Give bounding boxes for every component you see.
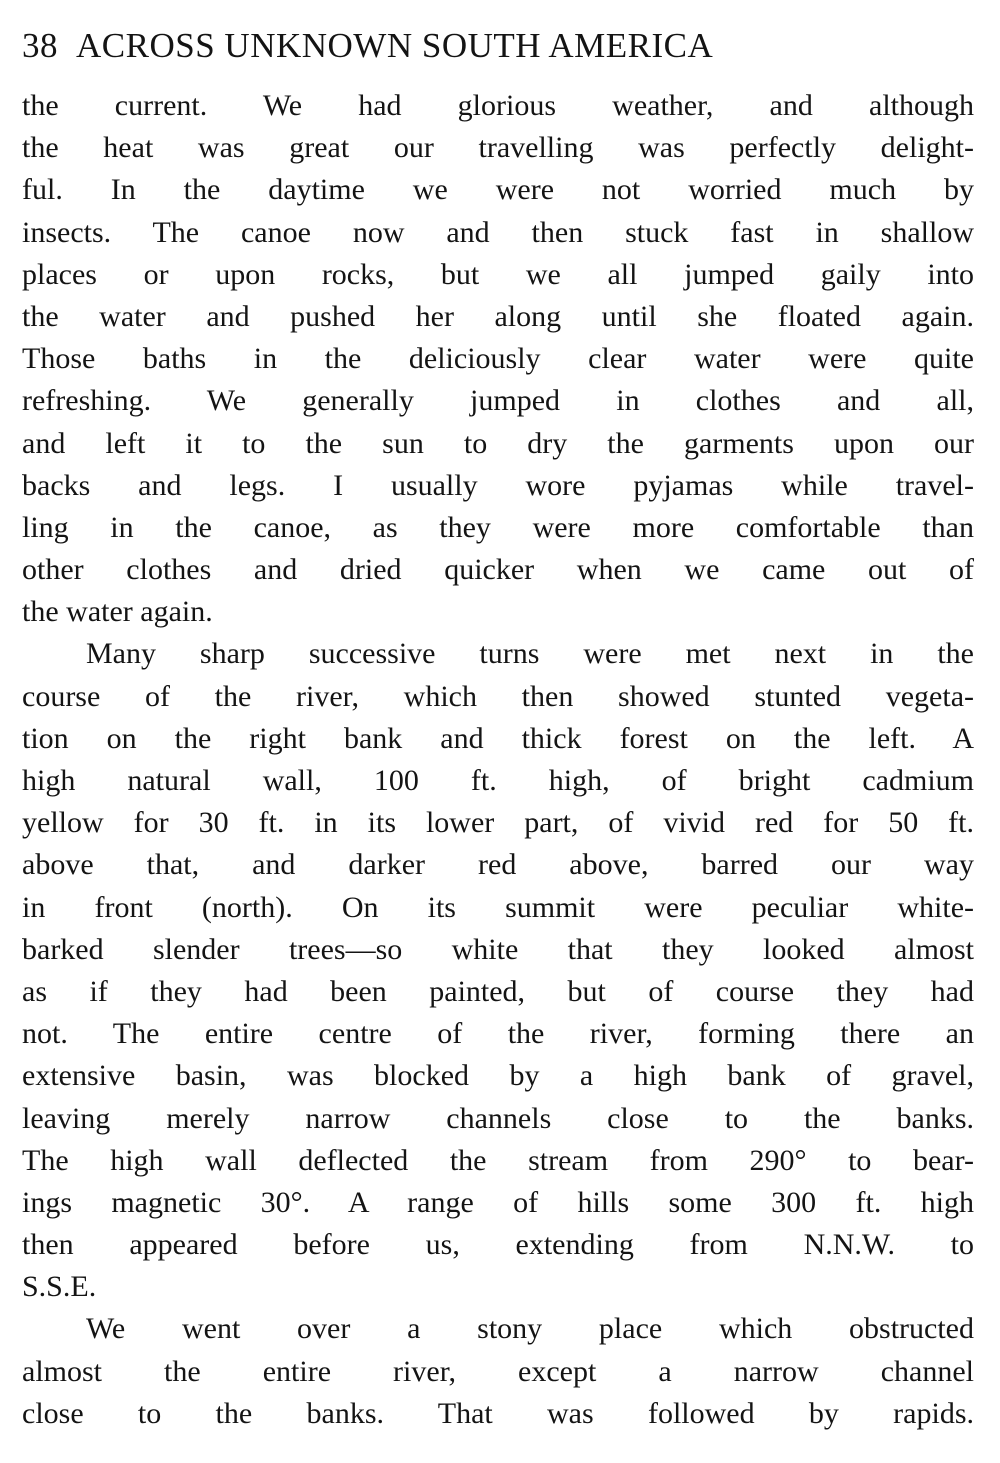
text-line: The high wall deflected the stream from 290° to bear-	[22, 1143, 974, 1177]
text-line: We went over a stony place which obstructed	[86, 1312, 974, 1346]
running-title: ACROSS UNKNOWN SOUTH AMERICA	[76, 26, 714, 65]
text-line: barked slender trees—so white that they looked almost	[22, 932, 974, 966]
text-line: ling in the canoe, as they were more comfortable than	[22, 510, 974, 544]
text-line: in front (north). On its summit were peculiar white-	[22, 890, 974, 924]
text-line: the water again.	[22, 595, 213, 629]
paragraph	[22, 85, 974, 633]
running-head	[22, 26, 974, 66]
text-line: the heat was great our travelling was perfectly delight-	[22, 131, 974, 165]
text-line: then appeared before us, extending from N.N.W. to	[22, 1228, 974, 1262]
text-line: other clothes and dried quicker when we came out of	[22, 553, 974, 587]
text-line: Those baths in the deliciously clear water were quite	[22, 342, 974, 376]
text-line: as if they had been painted, but of course they had	[22, 974, 974, 1008]
text-line: high natural wall, 100 ft. high, of bright cadmium	[22, 764, 974, 797]
paragraph	[22, 633, 974, 1308]
text-line: tion on the right bank and thick forest on the left. A	[22, 721, 974, 755]
text-line: refreshing. We generally jumped in clothes and all,	[22, 384, 974, 418]
text-line: above that, and darker red above, barred our way	[22, 848, 974, 882]
text-line: course of the river, which then showed stunted vegeta-	[22, 679, 974, 713]
text-line: the water and pushed her along until she floated again.	[22, 299, 974, 333]
text-line: and left it to the sun to dry the garments upon our	[22, 426, 974, 460]
text-line: places or upon rocks, but we all jumped gaily into	[22, 257, 974, 291]
text-line: almost the entire river, except a narrow channel	[22, 1354, 974, 1388]
text-line: leaving merely narrow channels close to the banks.	[22, 1101, 974, 1135]
body-text	[22, 85, 974, 1435]
text-line: not. The entire centre of the river, forming there an	[22, 1017, 974, 1051]
text-line: Many sharp successive turns were met next in the	[86, 637, 974, 671]
text-line: the current. We had glorious weather, and although	[22, 89, 974, 122]
book-page	[22, 0, 974, 1463]
text-line: backs and legs. I usually wore pyjamas while travel-	[22, 468, 974, 502]
text-line: ings magnetic 30°. A range of hills some 300 ft. high	[22, 1185, 974, 1219]
text-line: S.S.E.	[22, 1270, 97, 1304]
text-line: close to the banks. That was followed by rapids.	[22, 1396, 974, 1430]
page-number: 38	[22, 26, 58, 65]
text-line: extensive basin, was blocked by a high bank of gravel,	[22, 1059, 974, 1093]
text-line: ful. In the daytime we were not worried much by	[22, 173, 974, 207]
paragraph	[22, 1308, 974, 1435]
text-line: insects. The canoe now and then stuck fast in shallow	[22, 215, 974, 249]
text-line: yellow for 30 ft. in its lower part, of vivid red for 50 ft.	[22, 806, 974, 840]
